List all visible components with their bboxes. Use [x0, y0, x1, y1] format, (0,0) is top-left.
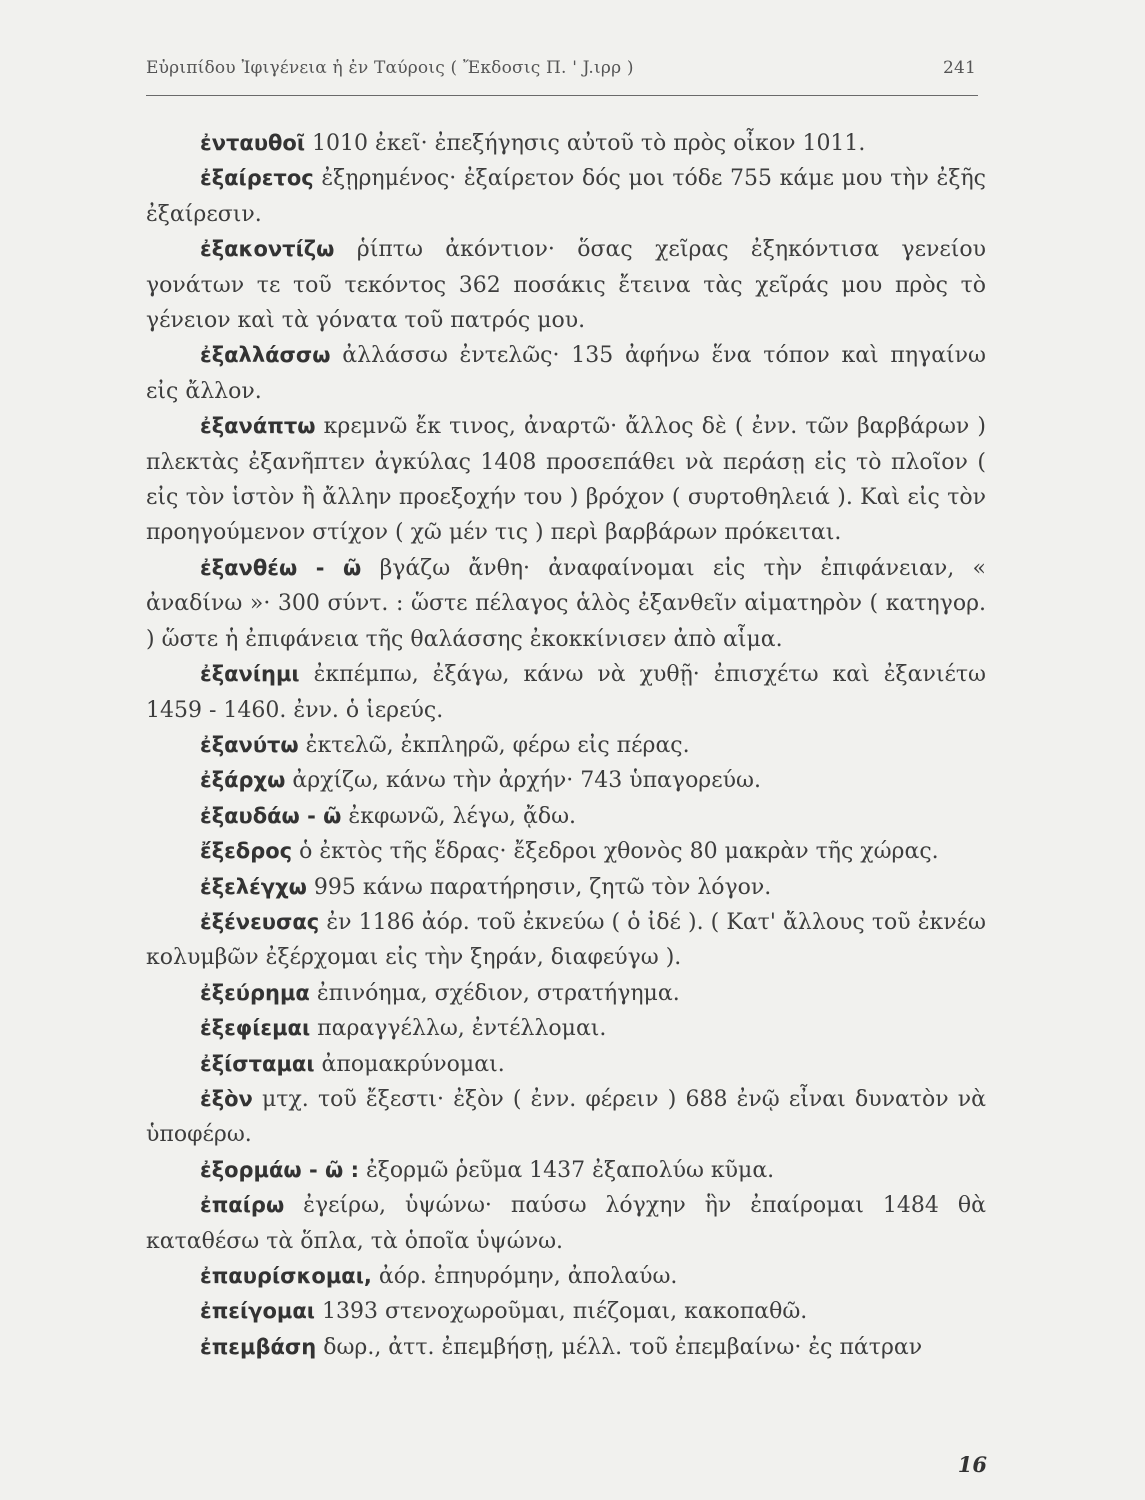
- entry-definition: παραγγέλλω, ἐντέλλομαι.: [310, 1016, 607, 1042]
- entry-definition: ἀπομακρύνομαι.: [314, 1051, 505, 1077]
- page-number: 241: [942, 58, 976, 78]
- entry-lemma: ἔξεδρος: [200, 839, 293, 864]
- entry-lemma: ἐξανίημι: [200, 662, 300, 687]
- entry-lemma: ἐξανύτω: [200, 732, 299, 757]
- entry-definition: βγάζω ἄνθη· ἀναφαίνομαι εἰς τὴν ἐπιφάνειαν, « ἀναδίνω »· 300 σύντ. : ὥστε πέλαγος ἁλὸς ἐξανθεῖν αἱματηρὸν ( κατηγορ. ) ὥστε ἡ ἐπιφάνεια τῆς θαλάσσης ἐκοκκίνισεν ἀπὸ αἷμα.: [146, 555, 986, 652]
- entry-definition: ἀόρ. ἐπηυρόμην, ἀπολαύω.: [371, 1264, 678, 1289]
- entry-lemma: ἐπεμβάση: [200, 1334, 317, 1359]
- entry-definition: 995 κάνω παρατήρησιν, ζητῶ τὸν λόγον.: [306, 874, 772, 900]
- glossary-entry: [146, 1188, 986, 1259]
- entry-definition: δωρ., ἀττ. ἐπεμβήσῃ, μέλλ. τοῦ ἐπεμβαίνω· ἐς πάτραν: [316, 1334, 923, 1360]
- glossary-entry: [146, 799, 986, 834]
- entry-lemma: ἐξανθέω - ῶ: [200, 555, 362, 580]
- entry-lemma: ἐξανάπτω: [200, 414, 316, 439]
- entry-lemma: ἐξὸν: [200, 1086, 253, 1111]
- entry-definition: ἐξῃρημένος· ἐξαίρετον δός μοι τόδε 755 κάμε μου τὴν ἐξῆς ἐξαίρεσιν.: [146, 166, 986, 227]
- glossary-entry: [146, 1294, 986, 1329]
- header-rule: [146, 95, 978, 96]
- glossary-entry: [146, 728, 986, 763]
- entry-definition: ἐκτελῶ, ἐκπληρῶ, φέρω εἰς πέρας.: [298, 732, 690, 758]
- entry-definition: ὁ ἐκτὸς τῆς ἕδρας· ἔξεδροι χθονὸς 80 μακρὰν τῆς χώρας.: [292, 839, 939, 865]
- entry-lemma: ἐξαυδάω - ῶ: [200, 803, 342, 828]
- entry-lemma: ἐξαίρετος: [200, 166, 314, 191]
- entry-lemma: ἐξορμάω - ῶ :: [200, 1157, 359, 1182]
- glossary-entry: [146, 126, 986, 161]
- entry-lemma: ἐξελέγχω: [200, 874, 307, 899]
- entry-lemma: ἐνταυθοῖ: [200, 131, 306, 155]
- entry-definition: ἀρχίζω, κάνω τὴν ἀρχήν· 743 ὑπαγορεύω.: [285, 768, 761, 794]
- entry-lemma: ἐξίσταμαι: [200, 1051, 315, 1076]
- signature-mark: 16: [957, 1452, 987, 1477]
- entry-lemma: ἐξάρχω: [200, 768, 286, 793]
- glossary-entry: [146, 1153, 986, 1188]
- entry-definition: ἐγείρω, ὑψώνω· παύσω λόγχην ἣν ἐπαίρομαι 1484 θὰ καταθέσω τὰ ὅπλα, τὰ ὁποῖα ὑψώνω.: [146, 1193, 986, 1254]
- glossary-entry: [146, 551, 986, 657]
- entry-lemma: ἐξεύρημα: [200, 980, 310, 1005]
- entry-definition: 1393 στενοχωροῦμαι, πιέζομαι, κακοπαθῶ.: [314, 1299, 808, 1325]
- glossary-entry: [146, 1330, 986, 1365]
- entry-definition: ἐκπέμπω, ἐξάγω, κάνω νὰ χυθῇ· ἐπισχέτω καὶ ἐξανιέτω 1459 - 1460. ἐνν. ὁ ἱερεύς.: [146, 662, 986, 723]
- glossary-entry: [146, 657, 986, 728]
- glossary-entry: [146, 161, 986, 232]
- glossary-entry: [146, 834, 986, 869]
- glossary-entry: [146, 338, 986, 409]
- entry-lemma: ἐπείγομαι: [200, 1299, 315, 1324]
- glossary-entry: [146, 1011, 986, 1046]
- entry-definition: ἐν 1186 ἀόρ. τοῦ ἐκνεύω ( ὁ ἰδέ ). ( Κατ' ἄλλους τοῦ ἐκνέω κολυμβῶν ἐξέρχομαι εἰς τὴν ξηράν, διαφεύγω ).: [146, 909, 986, 971]
- entry-definition: ἐκφωνῶ, λέγω, ᾄδω.: [341, 803, 577, 829]
- glossary-entry: [146, 870, 986, 905]
- glossary-entry: [146, 1047, 986, 1082]
- glossary-entry: [146, 905, 986, 976]
- entry-lemma: ἐξεφίεμαι: [200, 1016, 311, 1041]
- entry-lemma: ἐπαυρίσκομαι,: [200, 1264, 372, 1288]
- entry-definition: κρεμνῶ ἔκ τινος, ἀναρτῶ· ἄλλος δὲ ( ἐνν. τῶν βαρβάρων ) πλεκτὰς ἐξανῆπτεν ἀγκύλας 1408 προσεπάθει νὰ περάσῃ εἰς τὸ πλοῖον ( εἰς τὸν ἱστὸν ἢ ἄλλην προεξοχήν του ) βρόχον ( συρτοθηλειά ). Καὶ εἰς τὸν προηγούμενον στίχον ( χῶ μέν τις ) περὶ βαρβάρων πρόκειται.: [146, 414, 986, 546]
- glossary-entry: [146, 976, 986, 1011]
- glossary-entry: [146, 409, 986, 551]
- entry-definition: μτχ. τοῦ ἔξεστι· ἐξὸν ( ἐνν. φέρειν ) 688 ἐνῷ εἶναι δυνατὸν νὰ ὑποφέρω.: [146, 1086, 986, 1148]
- entry-definition: ἐπινόημα, σχέδιον, στρατήγημα.: [309, 980, 680, 1006]
- entry-lemma: ἐξαλλάσσω: [200, 343, 331, 368]
- glossary-entry: [146, 763, 986, 798]
- glossary-body: [146, 126, 986, 1365]
- running-title: Εὐριπίδου Ἰφιγένεια ἡ ἐν Ταύροις ( Ἔκδοσις Π. ' J.ιρρ ): [146, 58, 634, 78]
- entry-lemma: ἐπαίρω: [200, 1193, 285, 1218]
- entry-lemma: ἐξένευσας: [200, 909, 320, 934]
- glossary-entry: [146, 1259, 986, 1294]
- entry-definition: ῥίπτω ἀκόντιον· ὅσας χεῖρας ἐξηκόντισα γενείου γονάτων τε τοῦ τεκόντος 362 ποσάκις ἔτεινα τὰς χεῖράς μου πρὸς τὸ γένειον καὶ τὰ γόνατα τοῦ πατρός μου.: [146, 237, 986, 334]
- entry-definition: ἐξορμῶ ῥεῦμα 1437 ἐξαπολύω κῦμα.: [359, 1157, 775, 1183]
- entry-lemma: ἐξακοντίζω: [200, 237, 335, 262]
- entry-definition: ἀλλάσσω ἐντελῶς· 135 ἀφήνω ἕνα τόπον καὶ πηγαίνω εἰς ἄλλον.: [146, 343, 986, 404]
- entry-definition: 1010 ἐκεῖ· ἐπεξήγησις αὐτοῦ τὸ πρὸς οἶκον 1011.: [305, 131, 866, 156]
- glossary-entry: [146, 1082, 986, 1153]
- glossary-entry: [146, 232, 986, 338]
- running-header: [146, 58, 976, 78]
